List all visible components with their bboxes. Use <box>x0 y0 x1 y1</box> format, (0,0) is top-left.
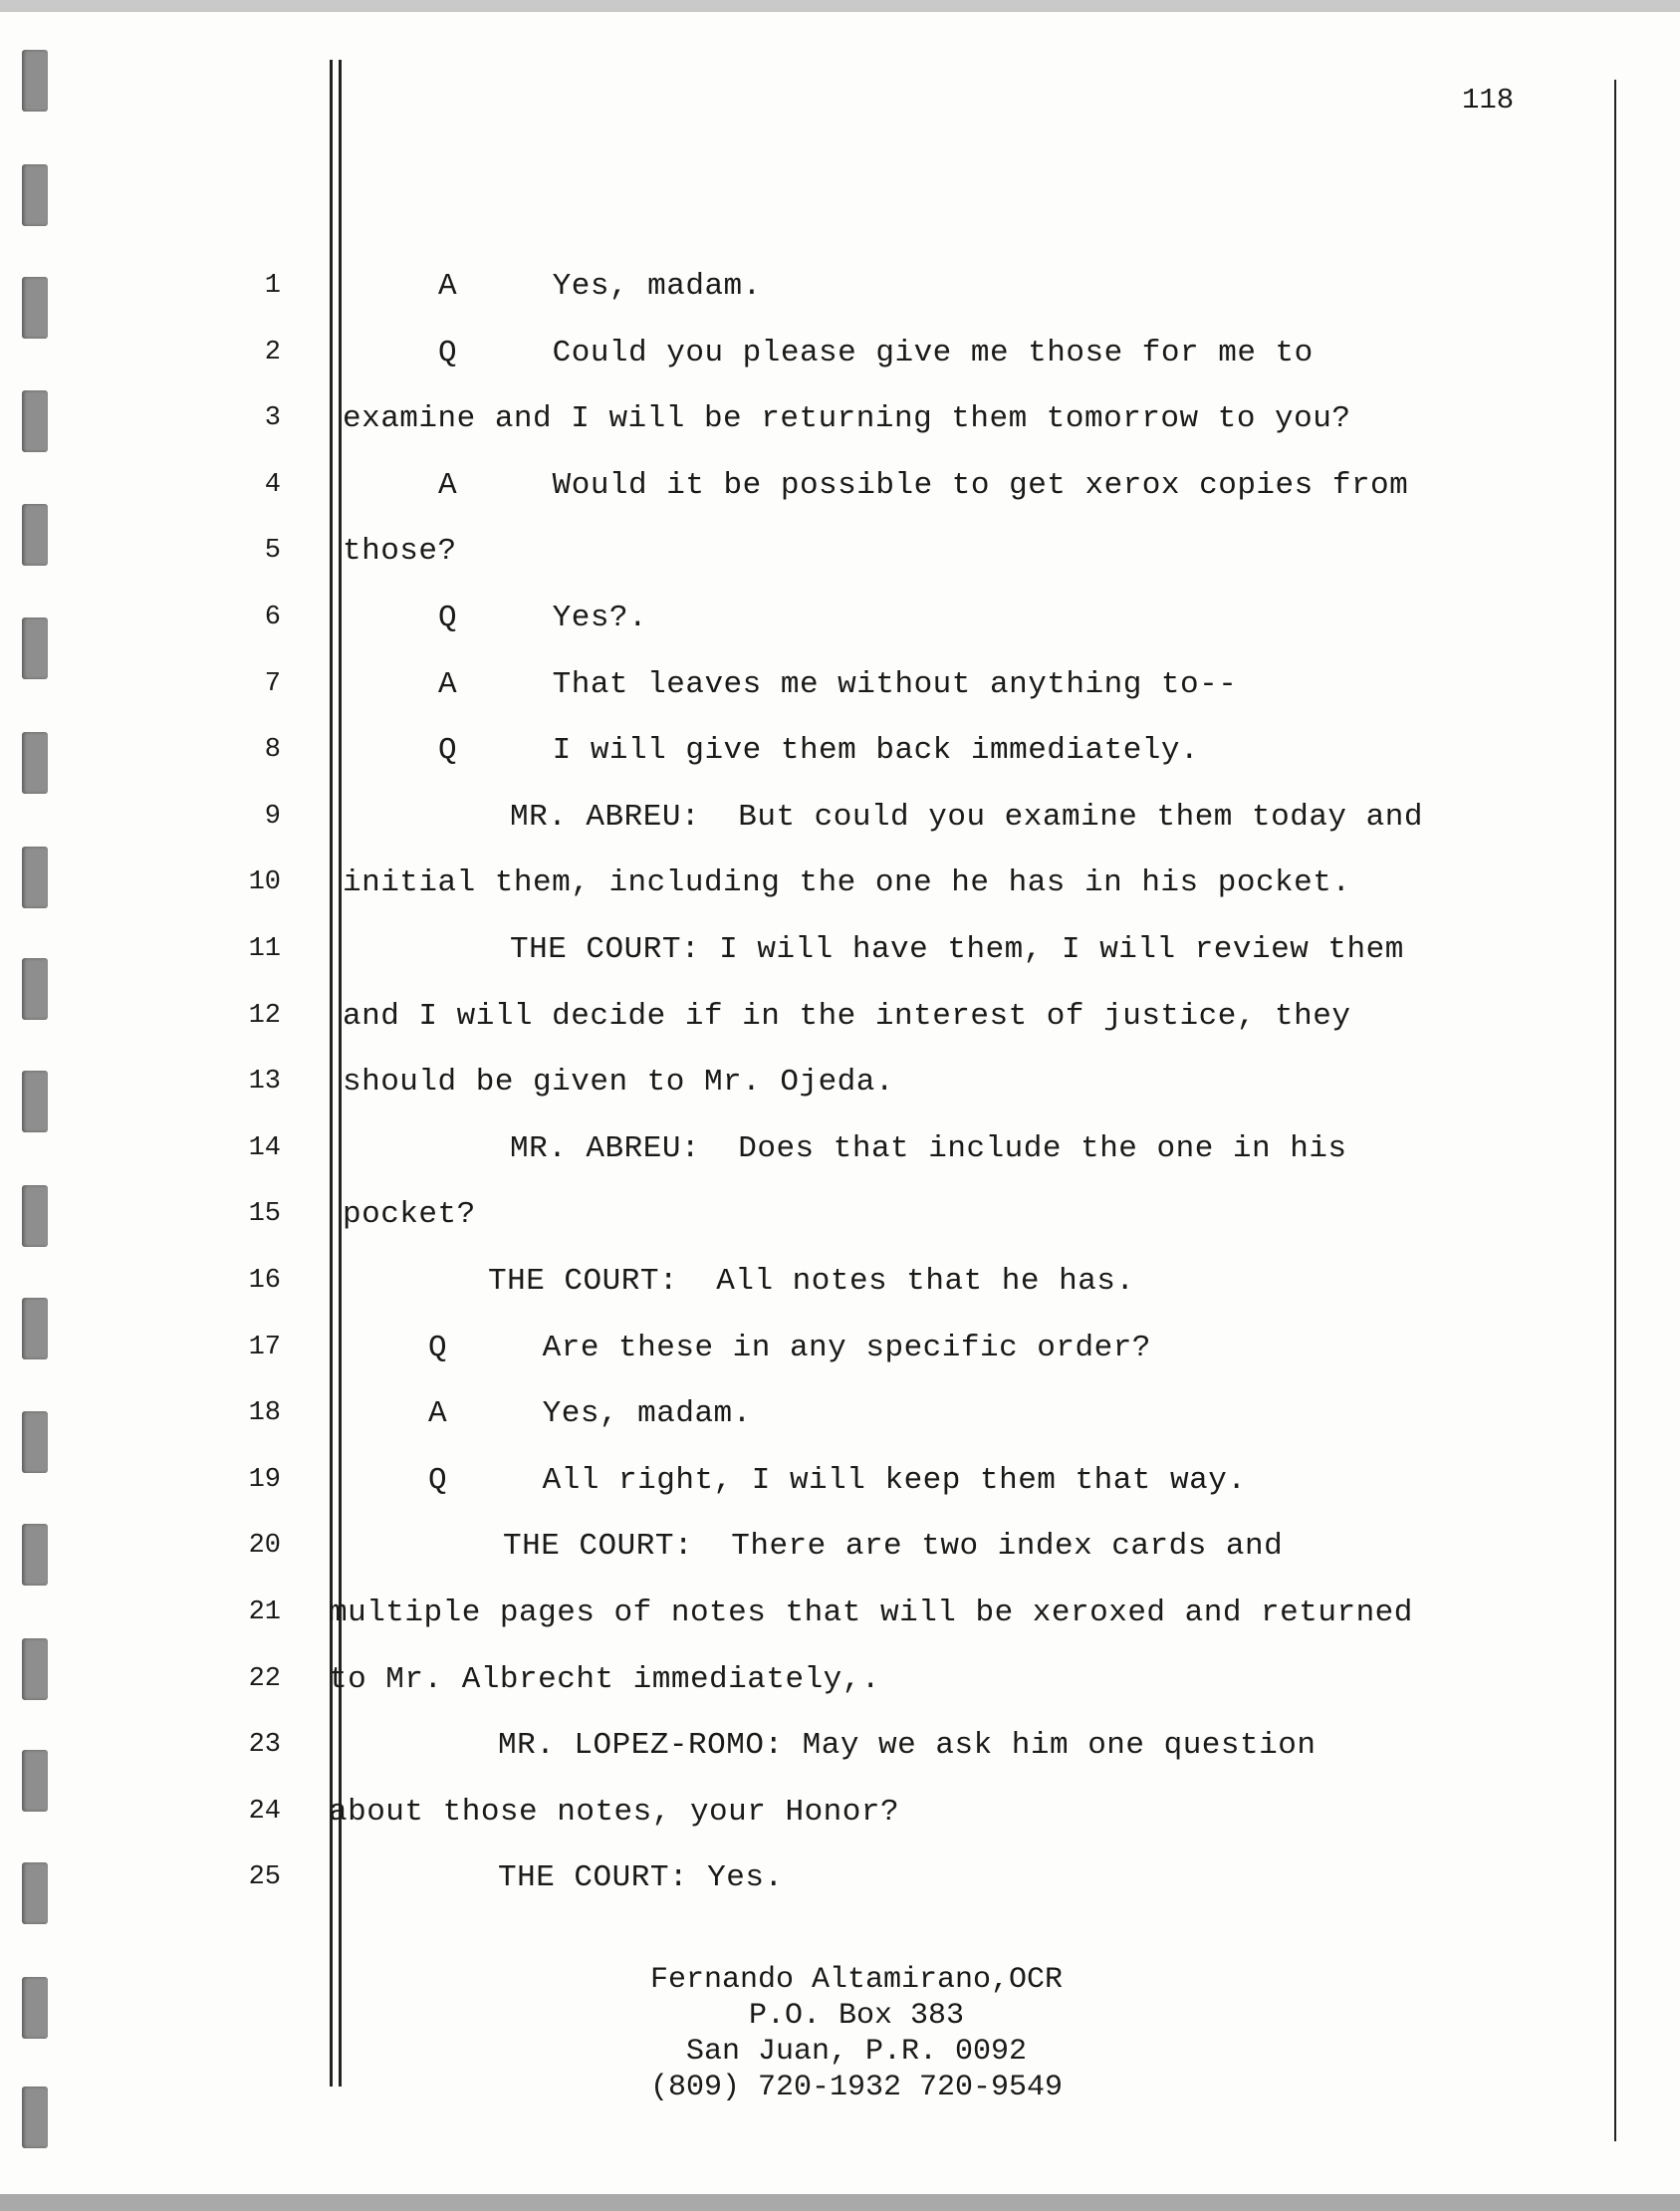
line-number: 11 <box>248 934 281 964</box>
left-margin-rule-inner <box>339 60 342 2087</box>
line-number: 9 <box>264 801 281 832</box>
binder-hole <box>22 1411 48 1473</box>
line-number: 5 <box>264 536 281 567</box>
scan-top-edge <box>0 0 1680 12</box>
binder-hole <box>22 277 48 339</box>
line-number: 25 <box>248 1862 281 1893</box>
line-number: 21 <box>248 1597 281 1627</box>
page-number: 118 <box>1462 84 1515 117</box>
transcript-line: multiple pages of notes that will be xeroxed and returned <box>329 1596 1413 1630</box>
binder-hole <box>22 1524 48 1586</box>
transcript-line: Q I will give them back immediately. <box>438 733 1200 769</box>
binder-hole <box>22 732 48 794</box>
line-number: 22 <box>248 1663 281 1694</box>
line-number: 23 <box>248 1730 281 1761</box>
binder-hole <box>22 50 48 112</box>
line-number: 6 <box>264 603 281 632</box>
transcript-line: Q Yes?. <box>438 601 648 635</box>
transcript-line: MR. LOPEZ-ROMO: May we ask him one question <box>498 1728 1317 1764</box>
transcript-line: A Would it be possible to get xerox copies from <box>438 467 1409 503</box>
reporter-footer <box>558 1962 1155 2105</box>
transcript-line: Q All right, I will keep them that way. <box>428 1462 1247 1498</box>
binder-hole <box>22 1185 48 1247</box>
transcript-line: A That leaves me without anything to-- <box>438 666 1238 702</box>
reporter-city: San Juan, P.R. 0092 <box>685 2035 1028 2069</box>
line-number: 3 <box>264 403 281 434</box>
transcript-line: pocket? <box>343 1197 476 1233</box>
line-number: 17 <box>248 1332 281 1362</box>
transcript-line: MR. ABREU: But could you examine them today and <box>510 799 1423 835</box>
transcript-line: MR. ABREU: Does that include the one in his <box>510 1130 1347 1166</box>
binder-hole <box>22 1862 48 1924</box>
line-number: 24 <box>248 1796 281 1827</box>
transcript-line: should be given to Mr. Ojeda. <box>343 1065 894 1101</box>
transcript-line: THE COURT: Yes. <box>498 1860 784 1896</box>
binder-hole <box>22 847 48 908</box>
transcript-line: A Yes, madam. <box>438 269 762 304</box>
transcript-line: to Mr. Albrecht immediately,. <box>329 1661 880 1697</box>
reporter-phones: (809) 720-1932 720-9549 <box>649 2071 1064 2104</box>
transcript-line: initial them, including the one he has in his pocket. <box>343 865 1351 901</box>
line-number: 8 <box>264 735 281 766</box>
transcript-line: examine and I will be returning them tomorrow to you? <box>343 401 1351 437</box>
binder-hole <box>22 390 48 452</box>
line-number: 7 <box>264 668 281 699</box>
line-number: 20 <box>248 1531 281 1562</box>
transcript-line: Q Could you please give me those for me to <box>438 335 1314 370</box>
binder-hole <box>22 1977 48 2039</box>
binder-hole <box>22 617 48 679</box>
transcript-line: THE COURT: I will have them, I will review them <box>510 932 1404 967</box>
line-number: 15 <box>248 1199 281 1230</box>
left-margin-rule-outer <box>330 60 333 2087</box>
transcript-line: Q Are these in any specific order? <box>428 1330 1151 1365</box>
reporter-name: Fernando Altamirano,OCR <box>649 1963 1064 1997</box>
transcript-line: THE COURT: All notes that he has. <box>488 1264 1135 1299</box>
line-number: 18 <box>248 1398 281 1429</box>
line-number: 14 <box>248 1132 281 1163</box>
line-number: 4 <box>264 469 281 500</box>
line-number: 16 <box>248 1266 281 1296</box>
line-number: 10 <box>248 867 281 898</box>
binder-hole <box>22 1071 48 1132</box>
scan-bottom-edge <box>0 2194 1680 2211</box>
binder-hole <box>22 164 48 226</box>
line-number: 12 <box>248 1000 281 1031</box>
transcript-line: and I will decide if in the interest of justice, they <box>343 998 1351 1034</box>
transcript-line: A Yes, madam. <box>428 1396 752 1432</box>
transcript-line: THE COURT: There are two index cards and <box>503 1529 1284 1565</box>
binder-hole <box>22 2087 48 2148</box>
line-number: 19 <box>248 1464 281 1495</box>
binder-hole <box>22 958 48 1020</box>
line-number: 2 <box>264 337 281 368</box>
line-number: 13 <box>248 1067 281 1098</box>
right-margin-rule <box>1614 80 1616 2141</box>
reporter-po-box: P.O. Box 383 <box>748 1999 965 2033</box>
binder-hole <box>22 1750 48 1812</box>
transcript-line: about those notes, your Honor? <box>329 1794 900 1830</box>
binder-hole <box>22 1638 48 1700</box>
line-number: 1 <box>264 271 281 301</box>
binder-hole <box>22 504 48 566</box>
transcript-line: those? <box>343 534 457 570</box>
binder-hole <box>22 1298 48 1359</box>
